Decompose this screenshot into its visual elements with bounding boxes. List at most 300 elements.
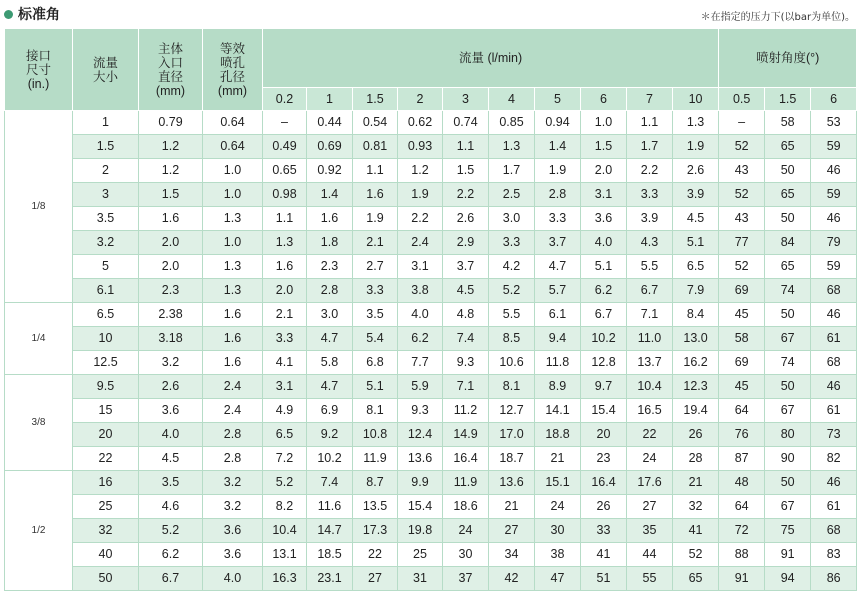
table-cell: 1.2: [398, 159, 443, 183]
table-cell: 61: [811, 495, 857, 519]
page-header: [0, 0, 859, 30]
table-cell: 50: [765, 471, 811, 495]
table-cell: 0.74: [443, 111, 489, 135]
table-cell: 40: [73, 543, 139, 567]
size-cell: 1/2: [5, 471, 73, 591]
header-orifice-diameter: 等效 喷孔 孔径 (mm): [203, 29, 263, 111]
table-row: [5, 207, 857, 231]
table-cell: 18.6: [443, 495, 489, 519]
table-cell: 3: [73, 183, 139, 207]
table-cell: 9.5: [73, 375, 139, 399]
table-cell: 0.93: [398, 135, 443, 159]
table-cell: 2.38: [139, 303, 203, 327]
table-cell: 14.1: [535, 399, 581, 423]
table-cell: 3.2: [139, 351, 203, 375]
table-cell: 55: [627, 567, 673, 591]
table-cell: 46: [811, 207, 857, 231]
header-pressure: 1: [307, 88, 353, 111]
table-cell: 1.3: [263, 231, 307, 255]
table-cell: 5.9: [398, 375, 443, 399]
table-row: [5, 375, 857, 399]
table-cell: 5.8: [307, 351, 353, 375]
table-cell: 0.54: [353, 111, 398, 135]
table-cell: 2.5: [489, 183, 535, 207]
table-cell: 4.5: [673, 207, 719, 231]
table-cell: 4.0: [581, 231, 627, 255]
table-cell: 27: [627, 495, 673, 519]
table-cell: 7.4: [307, 471, 353, 495]
table-cell: 65: [673, 567, 719, 591]
table-cell: 0.64: [203, 111, 263, 135]
table-cell: 74: [765, 351, 811, 375]
header-angle-pressure: 0.5: [719, 88, 765, 111]
table-cell: 46: [811, 375, 857, 399]
page-title: 标准角: [18, 7, 60, 23]
table-row: [5, 495, 857, 519]
table-cell: 4.3: [627, 231, 673, 255]
table-row: [5, 519, 857, 543]
table-cell: 1.6: [203, 303, 263, 327]
table-cell: 65: [765, 183, 811, 207]
table-cell: 3.9: [627, 207, 673, 231]
table-cell: 6.5: [73, 303, 139, 327]
table-cell: 3.3: [535, 207, 581, 231]
table-cell: 1.0: [581, 111, 627, 135]
table-cell: 84: [765, 231, 811, 255]
table-cell: 50: [765, 207, 811, 231]
table-cell: 0.92: [307, 159, 353, 183]
table-cell: 68: [811, 351, 857, 375]
table-cell: 1.1: [353, 159, 398, 183]
table-row: [5, 111, 857, 135]
header-flow-group: 流量 (l/min): [263, 29, 719, 88]
table-cell: 2.4: [398, 231, 443, 255]
table-cell: 2.8: [203, 447, 263, 471]
table-cell: 18.7: [489, 447, 535, 471]
table-cell: 1.3: [489, 135, 535, 159]
table-cell: 42: [489, 567, 535, 591]
table-cell: 1.0: [203, 159, 263, 183]
table-cell: 35: [627, 519, 673, 543]
table-cell: 79: [811, 231, 857, 255]
table-cell: 25: [73, 495, 139, 519]
table-cell: 86: [811, 567, 857, 591]
table-cell: 3.6: [203, 519, 263, 543]
table-cell: 50: [765, 375, 811, 399]
table-cell: 19.4: [673, 399, 719, 423]
table-cell: 11.6: [307, 495, 353, 519]
table-cell: 10.2: [307, 447, 353, 471]
table-cell: 20: [581, 423, 627, 447]
table-cell: 9.3: [443, 351, 489, 375]
table-cell: 0.98: [263, 183, 307, 207]
bullet-dot-icon: [4, 10, 13, 19]
table-cell: 4.1: [263, 351, 307, 375]
table-cell: 1.9: [535, 159, 581, 183]
table-cell: 1.3: [203, 279, 263, 303]
table-cell: 6.5: [673, 255, 719, 279]
table-cell: 59: [811, 255, 857, 279]
table-cell: 5.7: [535, 279, 581, 303]
table-row: [5, 543, 857, 567]
header-pressure: 7: [627, 88, 673, 111]
header-flow-size: 流量 大小: [73, 29, 139, 111]
table-cell: 28: [673, 447, 719, 471]
table-cell: 2.4: [203, 375, 263, 399]
table-cell: 13.6: [489, 471, 535, 495]
table-cell: 22: [353, 543, 398, 567]
table-cell: 88: [719, 543, 765, 567]
table-cell: 3.1: [398, 255, 443, 279]
table-cell: 30: [443, 543, 489, 567]
table-cell: 6.1: [535, 303, 581, 327]
table-row: [5, 231, 857, 255]
table-cell: 7.2: [263, 447, 307, 471]
table-cell: 0.81: [353, 135, 398, 159]
table-cell: 12.8: [581, 351, 627, 375]
table-cell: 1.1: [627, 111, 673, 135]
table-cell: 9.2: [307, 423, 353, 447]
pressure-note: ＊在指定的压力下(以bar为单位)。: [700, 12, 855, 23]
table-cell: 69: [719, 279, 765, 303]
table-row: [5, 183, 857, 207]
header-angle-pressure: 1.5: [765, 88, 811, 111]
table-cell: 1.4: [535, 135, 581, 159]
table-cell: 16.4: [443, 447, 489, 471]
table-cell: 32: [673, 495, 719, 519]
table-cell: 23: [581, 447, 627, 471]
table-cell: 3.2: [203, 495, 263, 519]
table-cell: 16.4: [581, 471, 627, 495]
table-cell: 45: [719, 303, 765, 327]
header-inlet-diameter: 主体 入口 直径 (mm): [139, 29, 203, 111]
table-cell: 1.4: [307, 183, 353, 207]
table-cell: 1.6: [203, 351, 263, 375]
table-row: [5, 471, 857, 495]
table-cell: 58: [719, 327, 765, 351]
table-cell: 11.0: [627, 327, 673, 351]
table-cell: 0.79: [139, 111, 203, 135]
table-cell: 11.9: [353, 447, 398, 471]
table-cell: 5.1: [581, 255, 627, 279]
table-cell: 3.8: [398, 279, 443, 303]
table-cell: 0.62: [398, 111, 443, 135]
table-cell: 50: [765, 159, 811, 183]
table-cell: 52: [719, 135, 765, 159]
table-cell: 51: [581, 567, 627, 591]
header-pressure: 1.5: [353, 88, 398, 111]
table-row: [5, 567, 857, 591]
table-cell: 52: [719, 183, 765, 207]
table-cell: 21: [673, 471, 719, 495]
table-cell: 6.8: [353, 351, 398, 375]
table-cell: 9.3: [398, 399, 443, 423]
header-pressure: 0.2: [263, 88, 307, 111]
table-cell: 80: [765, 423, 811, 447]
table-cell: 7.4: [443, 327, 489, 351]
table-cell: 76: [719, 423, 765, 447]
table-cell: 1.6: [307, 207, 353, 231]
table-cell: 2.8: [203, 423, 263, 447]
table-cell: 6.9: [307, 399, 353, 423]
table-cell: 44: [627, 543, 673, 567]
table-cell: 4.7: [535, 255, 581, 279]
table-cell: 32: [73, 519, 139, 543]
size-cell: 3/8: [5, 375, 73, 471]
table-cell: 2.7: [353, 255, 398, 279]
table-cell: 25: [398, 543, 443, 567]
table-cell: 16.2: [673, 351, 719, 375]
table-row: [5, 303, 857, 327]
table-cell: 9.4: [535, 327, 581, 351]
table-cell: 27: [353, 567, 398, 591]
table-cell: 11.9: [443, 471, 489, 495]
table-cell: 83: [811, 543, 857, 567]
table-cell: 2: [73, 159, 139, 183]
table-cell: 2.2: [627, 159, 673, 183]
table-cell: 58: [765, 111, 811, 135]
table-cell: 13.0: [673, 327, 719, 351]
table-cell: 9.9: [398, 471, 443, 495]
table-cell: 4.6: [139, 495, 203, 519]
table-cell: 41: [581, 543, 627, 567]
table-cell: 46: [811, 159, 857, 183]
table-cell: 1: [73, 111, 139, 135]
table-cell: 3.6: [203, 543, 263, 567]
table-cell: 33: [581, 519, 627, 543]
table-cell: 65: [765, 135, 811, 159]
table-cell: 4.0: [398, 303, 443, 327]
table-cell: 8.1: [489, 375, 535, 399]
header-pressure: 10: [673, 88, 719, 111]
table-cell: 38: [535, 543, 581, 567]
table-cell: 8.2: [263, 495, 307, 519]
table-cell: 3.3: [353, 279, 398, 303]
table-cell: 5.2: [489, 279, 535, 303]
table-cell: 16: [73, 471, 139, 495]
table-cell: 41: [673, 519, 719, 543]
table-cell: 2.0: [139, 255, 203, 279]
table-cell: 68: [811, 519, 857, 543]
table-cell: 4.8: [443, 303, 489, 327]
table-cell: 3.0: [307, 303, 353, 327]
header-size: 接口 尺寸 (in.): [5, 29, 73, 111]
table-cell: 0.49: [263, 135, 307, 159]
table-cell: 4.2: [489, 255, 535, 279]
table-cell: 3.2: [203, 471, 263, 495]
table-cell: 1.2: [139, 159, 203, 183]
table-cell: 68: [811, 279, 857, 303]
table-cell: 61: [811, 327, 857, 351]
table-cell: 3.3: [263, 327, 307, 351]
table-cell: 1.9: [398, 183, 443, 207]
table-cell: 1.5: [73, 135, 139, 159]
header-pressure: 3: [443, 88, 489, 111]
table-cell: 65: [765, 255, 811, 279]
table-cell: 6.5: [263, 423, 307, 447]
table-header: [5, 29, 857, 111]
table-cell: 2.1: [263, 303, 307, 327]
table-cell: 1.6: [139, 207, 203, 231]
table-cell: 10.8: [353, 423, 398, 447]
table-cell: 16.3: [263, 567, 307, 591]
table-cell: 0.69: [307, 135, 353, 159]
table-cell: 8.5: [489, 327, 535, 351]
table-cell: 15.4: [398, 495, 443, 519]
table-cell: 22: [627, 423, 673, 447]
table-cell: 1.5: [443, 159, 489, 183]
table-cell: 2.0: [581, 159, 627, 183]
table-cell: 74: [765, 279, 811, 303]
table-cell: –: [719, 111, 765, 135]
table-cell: 73: [811, 423, 857, 447]
table-cell: 46: [811, 303, 857, 327]
table-cell: 34: [489, 543, 535, 567]
table-cell: 4.7: [307, 375, 353, 399]
table-cell: 11.8: [535, 351, 581, 375]
table-cell: 24: [443, 519, 489, 543]
table-cell: 6.7: [627, 279, 673, 303]
table-cell: 4.5: [443, 279, 489, 303]
table-cell: 4.7: [307, 327, 353, 351]
table-cell: 59: [811, 183, 857, 207]
table-cell: 4.5: [139, 447, 203, 471]
table-cell: 26: [673, 423, 719, 447]
table-cell: 52: [719, 255, 765, 279]
table-cell: 52: [673, 543, 719, 567]
table-cell: 82: [811, 447, 857, 471]
table-cell: 3.1: [263, 375, 307, 399]
table-cell: 8.1: [353, 399, 398, 423]
table-cell: 1.6: [203, 327, 263, 351]
table-cell: 13.5: [353, 495, 398, 519]
table-cell: 87: [719, 447, 765, 471]
table-cell: 22: [73, 447, 139, 471]
table-cell: 0.64: [203, 135, 263, 159]
table-cell: 94: [765, 567, 811, 591]
table-cell: 17.3: [353, 519, 398, 543]
table-cell: 2.6: [443, 207, 489, 231]
table-cell: 26: [581, 495, 627, 519]
table-cell: 1.8: [307, 231, 353, 255]
table-cell: 3.5: [353, 303, 398, 327]
table-cell: 61: [811, 399, 857, 423]
table-row: [5, 255, 857, 279]
table-cell: 21: [489, 495, 535, 519]
table-cell: 1.5: [139, 183, 203, 207]
table-cell: 1.9: [673, 135, 719, 159]
table-cell: 48: [719, 471, 765, 495]
table-cell: 0.94: [535, 111, 581, 135]
table-cell: 1.1: [263, 207, 307, 231]
table-cell: 37: [443, 567, 489, 591]
table-cell: 1.3: [203, 255, 263, 279]
size-cell: 1/8: [5, 111, 73, 303]
table-cell: 5.1: [673, 231, 719, 255]
table-body: [5, 111, 857, 591]
title-group: [4, 4, 60, 24]
table-cell: 11.2: [443, 399, 489, 423]
table-cell: 24: [535, 495, 581, 519]
table-cell: 18.5: [307, 543, 353, 567]
table-cell: 5.2: [263, 471, 307, 495]
table-cell: 43: [719, 207, 765, 231]
table-cell: 27: [489, 519, 535, 543]
table-row: [5, 447, 857, 471]
table-cell: 67: [765, 327, 811, 351]
table-cell: 6.2: [398, 327, 443, 351]
table-cell: 1.0: [203, 183, 263, 207]
table-cell: 2.0: [139, 231, 203, 255]
table-cell: 18.8: [535, 423, 581, 447]
table-cell: 64: [719, 495, 765, 519]
table-cell: 3.5: [139, 471, 203, 495]
table-cell: 3.3: [489, 231, 535, 255]
table-cell: 69: [719, 351, 765, 375]
table-cell: 59: [811, 135, 857, 159]
table-cell: 14.7: [307, 519, 353, 543]
table-cell: 2.2: [443, 183, 489, 207]
table-cell: 8.4: [673, 303, 719, 327]
table-cell: 9.7: [581, 375, 627, 399]
table-cell: 3.7: [443, 255, 489, 279]
table-cell: 5.5: [627, 255, 673, 279]
header-pressure: 2: [398, 88, 443, 111]
table-cell: 2.6: [139, 375, 203, 399]
table-cell: 2.1: [353, 231, 398, 255]
table-cell: 17.6: [627, 471, 673, 495]
spray-nozzle-table: [4, 28, 857, 591]
table-cell: 6.7: [581, 303, 627, 327]
table-cell: 5.1: [353, 375, 398, 399]
table-row: [5, 135, 857, 159]
table-cell: 5.5: [489, 303, 535, 327]
header-angle-pressure: 6: [811, 88, 857, 111]
table-cell: 6.2: [581, 279, 627, 303]
table-cell: 10.4: [263, 519, 307, 543]
table-cell: 90: [765, 447, 811, 471]
table-cell: 1.6: [263, 255, 307, 279]
table-cell: 2.8: [535, 183, 581, 207]
header-pressure: 5: [535, 88, 581, 111]
table-cell: 10.4: [627, 375, 673, 399]
table-cell: 24: [627, 447, 673, 471]
table-cell: 2.2: [398, 207, 443, 231]
table-cell: 15: [73, 399, 139, 423]
table-cell: 1.7: [627, 135, 673, 159]
table-cell: 7.1: [627, 303, 673, 327]
table-cell: 0.85: [489, 111, 535, 135]
table-cell: 53: [811, 111, 857, 135]
table-cell: 31: [398, 567, 443, 591]
table-cell: 91: [719, 567, 765, 591]
header-pressure: 6: [581, 88, 627, 111]
table-cell: 3.6: [139, 399, 203, 423]
table-cell: 1.7: [489, 159, 535, 183]
table-row: [5, 279, 857, 303]
table-cell: 12.4: [398, 423, 443, 447]
table-cell: 1.1: [443, 135, 489, 159]
table-cell: 7.9: [673, 279, 719, 303]
table-cell: 10.2: [581, 327, 627, 351]
table-cell: 3.1: [581, 183, 627, 207]
table-cell: 21: [535, 447, 581, 471]
table-cell: 3.18: [139, 327, 203, 351]
table-cell: 3.7: [535, 231, 581, 255]
size-cell: 1/4: [5, 303, 73, 375]
table-cell: 23.1: [307, 567, 353, 591]
table-cell: 3.9: [673, 183, 719, 207]
